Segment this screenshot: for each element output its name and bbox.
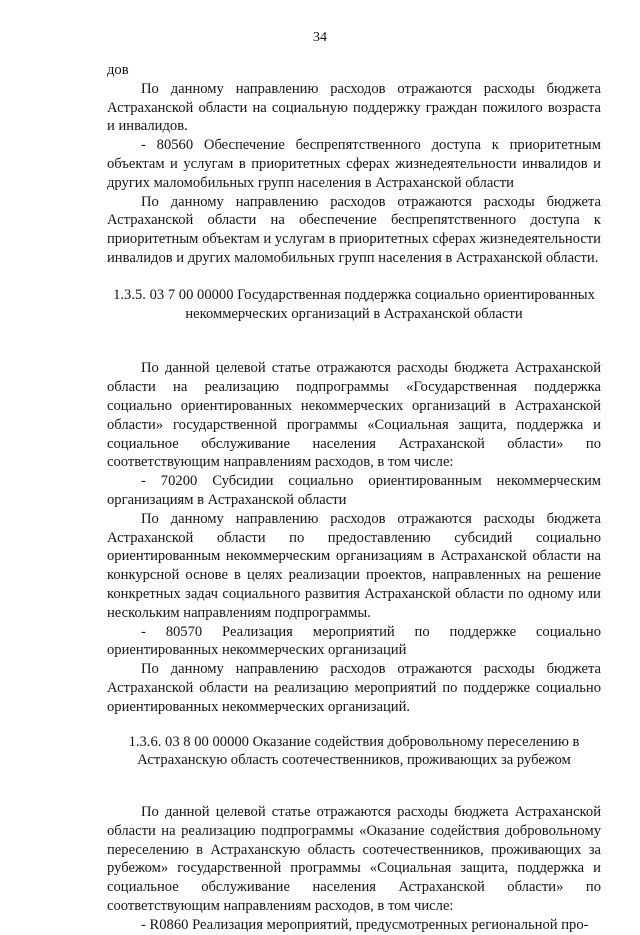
expense-item: - 80560 Обеспечение беспрепятственного доступа к приоритетным объектам и услугам в приоритетных сферах жизнедеятельности инвалидов и других маломобильных групп населения в Астраханской области <box>107 137 601 191</box>
expense-item: - 70200 Субсидии социально ориентированным некоммерческим организациям в Астраханской области <box>107 473 601 508</box>
paragraph: По данному направлению расходов отражаются расходы бюджета Астраханской области на социальную поддержку граждан пожилого возраста и инвалидов. <box>107 80 601 135</box>
paragraph: По данному направлению расходов отражаются расходы бюджета Астраханской области на обеспечение беспрепятственного доступа к приоритетным объектам и услугам в приоритетных сферах жизнедеятельности инвалидов и других маломобильных групп населения в Астраханской области. <box>107 193 601 266</box>
paragraph: По данному направлению расходов отражаются расходы бюджета Астраханской области по предоставлению субсидий социально ориентированным некоммерческим организациям в Астраханской области на конкурсной основе в целях реализации проектов, направленных на решение конкретных задач социального развития Астраханской области по одному или нескольким направлениям подпрограммы. <box>107 510 601 621</box>
section-heading: 1.3.6. 03 8 00 00000 Оказание содействия добровольному переселению в Астраханскую область соотечественников, проживающих за рубежом <box>128 733 580 769</box>
section-heading: 1.3.5. 03 7 00 00000 Государственная поддержка социально ориентированных некоммерческих организаций в Астраханской области <box>113 286 595 322</box>
page-number: 34 <box>313 30 327 45</box>
expense-item: - R0860 Реализация мероприятий, предусмотренных региональной про- <box>141 916 589 933</box>
paragraph: По данной целевой статье отражаются расходы бюджета Астраханской области на реализацию подпрограммы «Государственная поддержка социально ориентированных некоммерческих организаций в Астраханской области» государственной программы «Социальная защита, поддержка и социальное обслуживание населения Астраханской области» по соответствующим направлениям расходов, в том числе: <box>107 360 601 471</box>
paragraph: дов <box>107 62 129 78</box>
expense-item: - 80570 Реализация мероприятий по поддержке социально ориентированных некоммерческих организаций <box>107 623 601 659</box>
paragraph: По данному направлению расходов отражаются расходы бюджета Астраханской области на реализацию мероприятий по поддержке социально ориентированных некоммерческих организаций. <box>107 661 601 715</box>
paragraph: По данной целевой статье отражаются расходы бюджета Астраханской области на реализацию подпрограммы «Оказание содействия добровольному переселению в Астраханскую область соотечественников, проживающих за рубежом» государственной программы «Социальная защита, поддержка и социальное обслуживание населения Астраханской области» по соответствующим направлениям расходов, в том числе: <box>107 804 601 915</box>
document-body <box>107 61 601 935</box>
